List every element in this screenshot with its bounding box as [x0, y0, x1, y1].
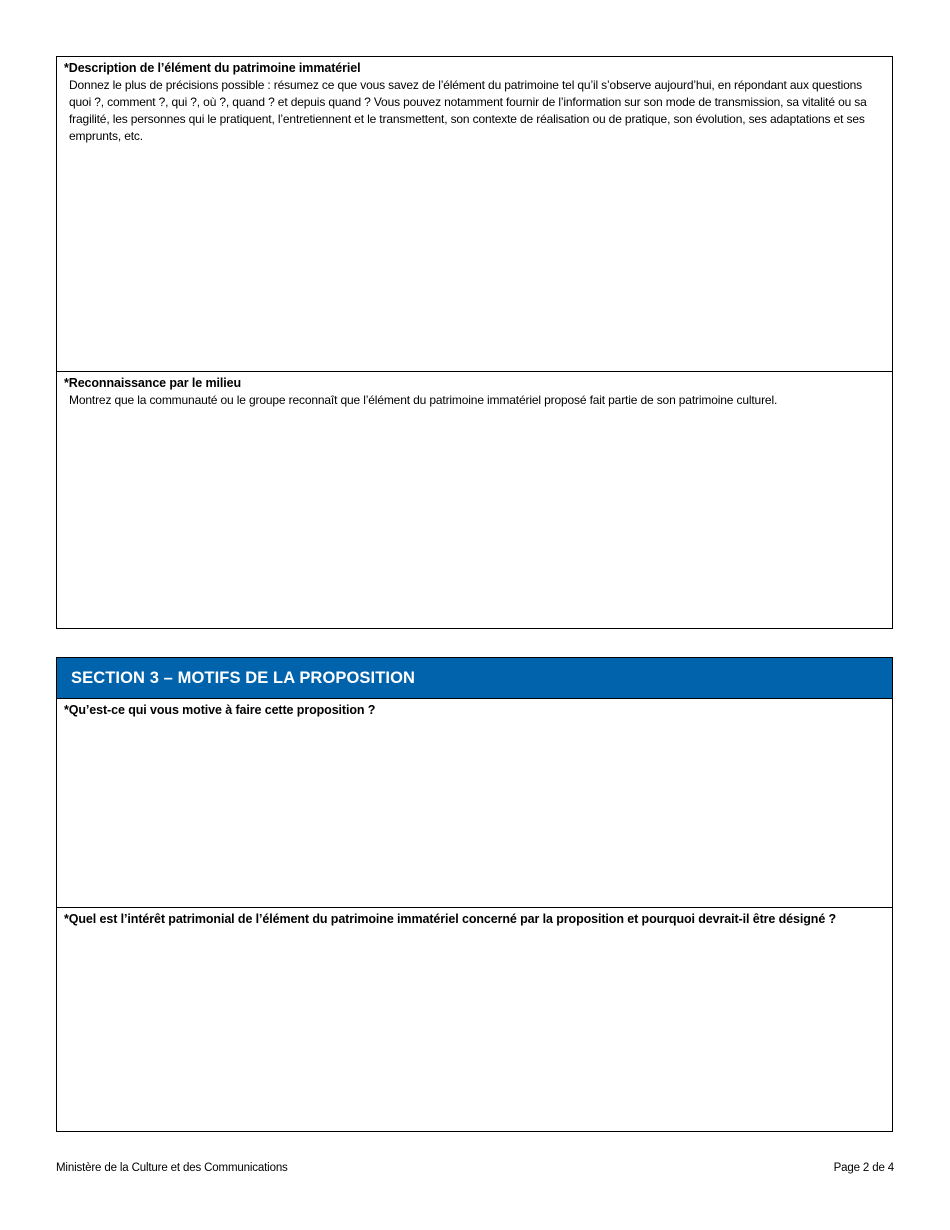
- interet-title: *Quel est l’intérêt patrimonial de l’élément du patrimoine immatériel concerné par la proposition et pourquoi devrait-il être désigné ?: [64, 912, 837, 926]
- reconnaissance-help: Montrez que la communauté ou le groupe reconnaît que l’élément du patrimoine immatériel proposé fait partie de son patrimoine culturel.: [69, 393, 778, 407]
- motivation-answer-area[interactable]: [57, 721, 892, 907]
- footer-ministry: Ministère de la Culture et des Communications: [56, 1162, 288, 1174]
- reconnaissance-field: [57, 372, 892, 628]
- description-title: *Description de l’élément du patrimoine immatériel: [64, 61, 361, 75]
- motivation-title: *Qu’est-ce qui vous motive à faire cette proposition ?: [64, 703, 376, 717]
- section3-header: SECTION 3 – MOTIFS DE LA PROPOSITION: [57, 658, 892, 699]
- description-answer-area[interactable]: [57, 147, 892, 371]
- description-field: [57, 57, 892, 372]
- reconnaissance-title: *Reconnaissance par le milieu: [64, 376, 242, 390]
- section2-form-box: [56, 56, 893, 629]
- motivation-field: [57, 699, 892, 908]
- section3-form-box: [56, 657, 893, 1132]
- interet-answer-area[interactable]: [57, 930, 892, 1132]
- description-help: Donnez le plus de précisions possible : résumez ce que vous savez de l’élément du patrimoine tel qu’il s’observe aujourd’hui, en répondant aux questions quoi ?, comment ?, qui ?, où ?, quand ? et depuis quand ? Vous pouvez notamment fournir de l’information sur son mode de transmission, sa vitalité ou sa fragilité, les personnes qui le pratiquent, l’entretiennent et le transmettent, son contexte de réalisation ou de pratique, son évolution, ses adaptations et ses emprunts, etc.: [69, 78, 867, 143]
- interet-field: [57, 908, 892, 1132]
- footer-page-number: Page 2 de 4: [833, 1162, 894, 1174]
- reconnaissance-answer-area[interactable]: [57, 412, 892, 628]
